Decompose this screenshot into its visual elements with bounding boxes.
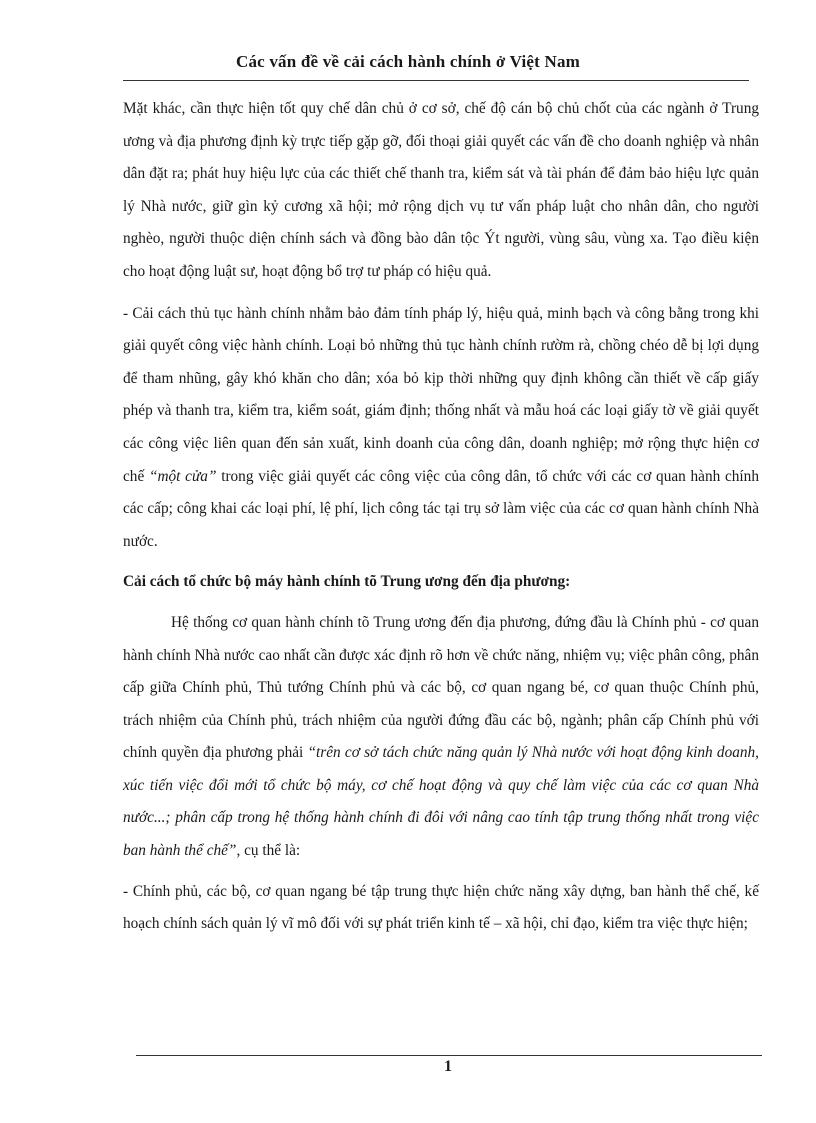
paragraph-text: trong việc giải quyết các công việc của công dân, tổ chức với các cơ quan hành chính các cấp; công khai các loại phí, lệ phí, lịch công tác tại trụ sở làm việc của các cơ quan hành chính Nhà nước.	[123, 467, 759, 550]
paragraph-text: , cụ thể là:	[236, 842, 301, 860]
paragraph-democracy: Mặt khác, cần thực hiện tốt quy chế dân chủ ở cơ sở, chế độ cán bộ chủ chốt của các ngành ở Trung ương và địa phương định kỳ trực tiếp gặp gỡ, đối thoại giải quyết các vấn đề cho doanh nghiệp và nhân dân đặt ra; phát huy hiệu lực của các thiết chế thanh tra, kiểm sát và tài phán để đảm bảo hiệu lực quản lý Nhà nước, giữ gìn kỷ cương xã hội; mở rộng dịch vụ tư vấn pháp luật cho nhân dân, cho người nghèo, người thuộc diện chính sách và đồng bào dân tộc Ýt người, vùng sâu, vùng xa. Tạo điều kiện cho hoạt động luật sư, hoạt động bổ trợ tư pháp có hiệu quả.	[123, 100, 759, 280]
paragraph-text: Hệ thống cơ quan hành chính tõ Trung ương đến địa phương, đứng đầu là Chính phủ - cơ quan hành chính Nhà nước cao nhất cần được xác định rõ hơn về chức năng, nhiệm vụ; việc phân công, phân cấp giữa Chính phủ, Thủ tướng Chính phủ và các bộ, cơ quan ngang bé, cơ quan thuộc Chính phủ, trách nhiệm của Chính phủ, trách nhiệm của người đứng đầu các bộ, ngành; phân cấp Chính phủ với chính quyền địa phương phải	[123, 613, 759, 762]
header-divider	[123, 80, 749, 81]
paragraph-text: - Cải cách thủ tục hành chính nhằm bảo đảm tính pháp lý, hiệu quả, minh bạch và công bằng trong khi giải quyết công việc hành chính. Loại bỏ những thủ tục hành chính rườm rà, chồng chéo dễ bị lợi dụng để tham nhũng, gây khó khăn cho dân; xóa bỏ kịp thời những quy định không cần thiết về cấp giấy phép và thanh tra, kiểm tra, kiểm soát, giám định; thống nhất và mẫu hoá các loại giấy tờ về giải quyết các công việc liên quan đến sản xuất, kinh doanh của công dân, doanh nghiệp; mở rộng thực hiện cơ chế	[123, 304, 759, 485]
document-body	[123, 93, 759, 941]
footer-divider	[136, 1055, 762, 1056]
italic-quote: “trên cơ sở tách chức năng quản lý Nhà nước với hoạt động kinh doanh, xúc tiến việc đổi mới tổ chức bộ máy, cơ chế hoạt động và quy chế làm việc của các cơ quan Nhà nước...; phân cấp trong hệ thống hành chính đi đôi với nâng cao tính tập trung thống nhất trong việc ban hành thể chế”	[123, 744, 759, 860]
paragraph-admin-procedure-reform	[123, 298, 759, 559]
page-number: 1	[444, 1058, 452, 1075]
italic-quote: “một cửa”	[148, 467, 217, 485]
section-heading: Cải cách tổ chức bộ máy hành chính tõ Trung ương đến địa phương:	[123, 573, 571, 591]
page-header-title: Các vấn đề về cải cách hành chính ở Việt Nam	[235, 52, 581, 71]
paragraph-government-functions: - Chính phủ, các bộ, cơ quan ngang bé tập trung thực hiện chức năng xây dựng, ban hành thể chế, kế hoạch chính sách quản lý vĩ mô đối với sự phát triển kinh tế – xã hội, chỉ đạo, kiểm tra việc thực hiện;	[123, 882, 759, 933]
paragraph-government-system	[123, 607, 759, 868]
